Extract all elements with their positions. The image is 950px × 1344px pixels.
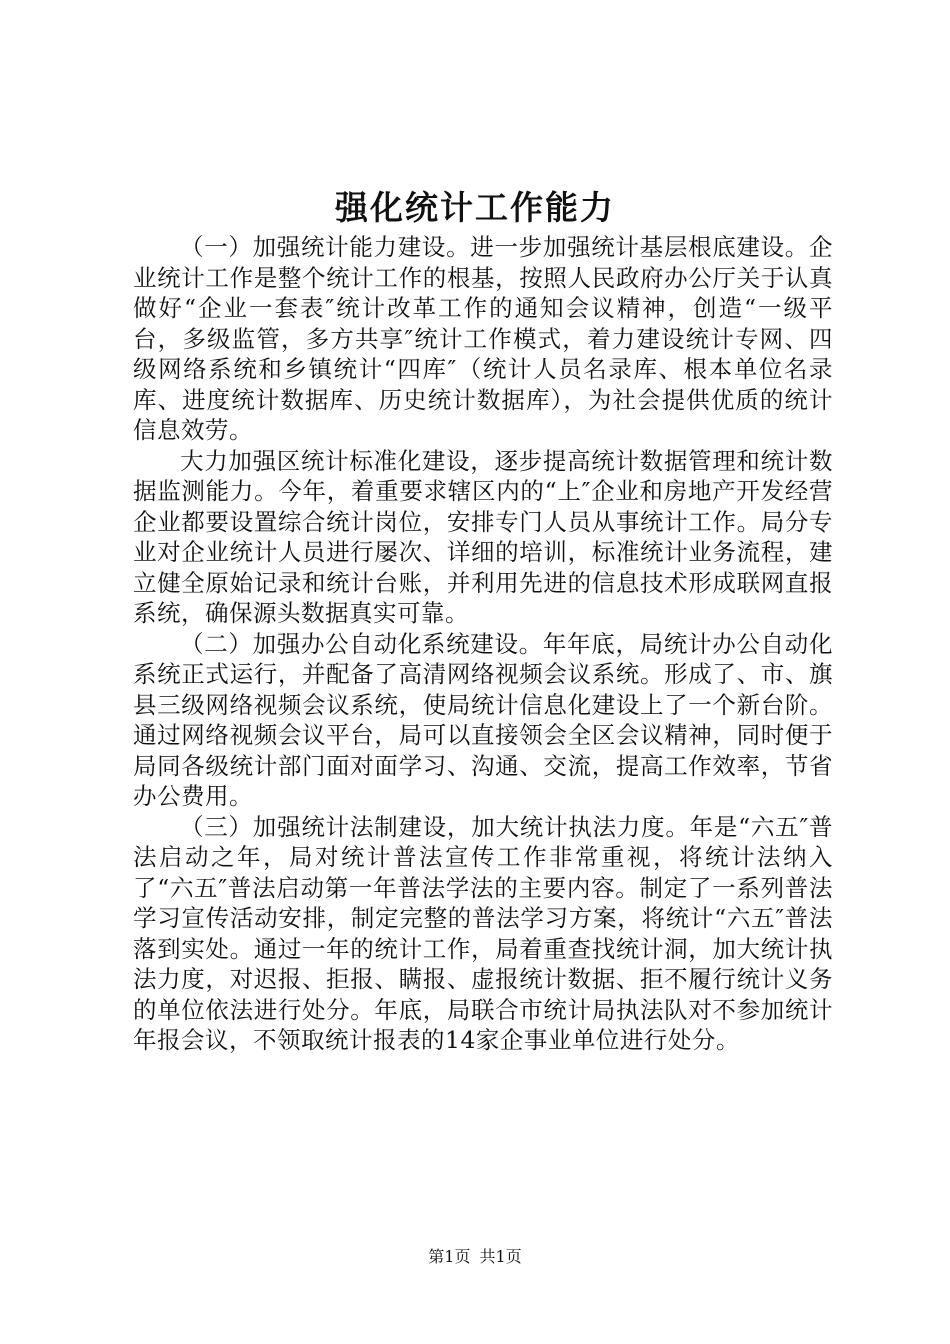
paragraph-3: （二）加强办公自动化系统建设。年年底，局统计办公自动化系统正式运行，并配备了高清网络视频会议系统。形成了、市、旗县三级网络视频会议系统，使局统计信息化建设上了一个新台阶。通过网络视频会议平台，局可以直接领会全区会议精神，同时便于局同各级统计部门面对面学习、沟通、交流，提高工作效率，节省办公费用。 [133, 629, 833, 810]
paragraph-1: （一）加强统计能力建设。进一步加强统计基层根底建设。企业统计工作是整个统计工作的根基，按照人民政府办公厅关于认真做好“企业一套表″统计改革工作的通知会议精神，创造“一级平台，多级监管，多方共享″统计工作模式，着力建设统计专网、四级网络系统和乡镇统计“四库″（统计人员名录库、根本单位名录库、进度统计数据库、历史统计数据库），为社会提供优质的统计信息效劳。 [133, 233, 833, 444]
paragraph-2: 大力加强区统计标准化建设，逐步提高统计数据管理和统计数据监测能力。今年，着重要求辖区内的“上″企业和房地产开发经营企业都要设置综合统计岗位，安排专门人员从事统计工作。局分专业对企业统计人员进行屡次、详细的培训，标准统计业务流程，建立健全原始记录和统计台账，并利用先进的信息技术形成联网直报系统，确保源头数据真实可靠。 [133, 446, 833, 627]
document-body [133, 232, 833, 1056]
page-title: 强化统计工作能力 [335, 188, 615, 227]
page-number: 第1页 [428, 1247, 471, 1266]
paragraph-4: （三）加强统计法制建设，加大统计执法力度。年是“六五″普法启动之年，局对统计普法宣传工作非常重视，将统计法纳入了“六五″普法启动第一年普法学法的主要内容。制定了一系列普法学习宣传活动安排，制定完整的普法学习方案，将统计“六五″普法落到实处。通过一年的统计工作，局着重查找统计洞，加大统计执法力度，对迟报、拒报、瞒报、虚报统计数据、拒不履行统计义务的单位依法进行处分。年底，局联合市统计局执法队对不参加统计年报会议，不领取统计报表的14家企事业单位进行处分。 [133, 812, 833, 1054]
page-footer [0, 1245, 950, 1269]
page-total: 共1页 [479, 1247, 522, 1266]
